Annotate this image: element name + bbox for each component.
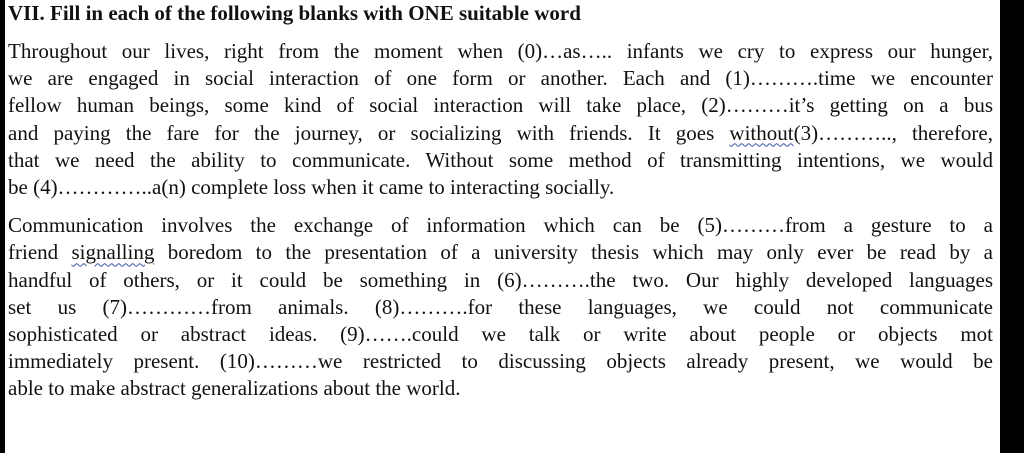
paragraph-1-line: be (4)…………..a(n) complete loss when it came to interacting socially. bbox=[8, 175, 615, 200]
line-text: and paying the fare for the journey, or socializing with friends. It goes bbox=[8, 120, 730, 145]
spellcheck-word: without bbox=[729, 120, 794, 145]
exercise-content bbox=[8, 0, 993, 403]
paragraph-1-line bbox=[8, 120, 993, 147]
exercise-heading: VII. Fill in each of the following blanks with ONE suitable word bbox=[8, 1, 581, 25]
line-text: (3)……….., therefore, bbox=[793, 120, 993, 145]
line-text: boredom to the presentation of a university thesis which may only ever be read by a bbox=[154, 240, 993, 265]
paragraph-2-line: set us (7)…………from animals. (8)……….for these languages, we could not communicate bbox=[8, 294, 993, 319]
paragraph-2-line: handful of others, or it could be something in (6)……….the two. Our highly developed languages bbox=[8, 267, 993, 292]
line-text: friend bbox=[8, 240, 72, 265]
left-border bbox=[0, 0, 5, 453]
paragraph-2-line: able to make abstract generalizations about the world. bbox=[8, 376, 461, 401]
paragraph-2-line: sophisticated or abstract ideas. (9)…….could we talk or write about people or objects mot bbox=[8, 322, 993, 347]
paragraph-2-line: Communication involves the exchange of information which can be (5)………from a gesture to a bbox=[8, 213, 993, 238]
paragraph-1 bbox=[8, 38, 993, 201]
paragraph-1-line: fellow human beings, some kind of social interaction will take place, (2)………it’s getting on a bus bbox=[8, 93, 993, 118]
paragraph-2-line bbox=[8, 239, 993, 266]
paragraph-1-line: Throughout our lives, right from the moment when (0)…as….. infants we cry to express our hunger, bbox=[8, 39, 993, 63]
paragraph-1-line: that we need the ability to communicate. Without some method of transmitting intentions, we would bbox=[8, 147, 993, 172]
right-border bbox=[1000, 0, 1024, 453]
paragraph-1-line: we are engaged in social interaction of one form or another. Each and (1)……….time we encounter bbox=[8, 66, 993, 91]
paragraph-2 bbox=[8, 212, 993, 402]
spellcheck-word: signalling bbox=[71, 240, 155, 265]
paragraph-2-line: immediately present. (10)………we restricted to discussing objects already present, we would be bbox=[8, 349, 993, 374]
